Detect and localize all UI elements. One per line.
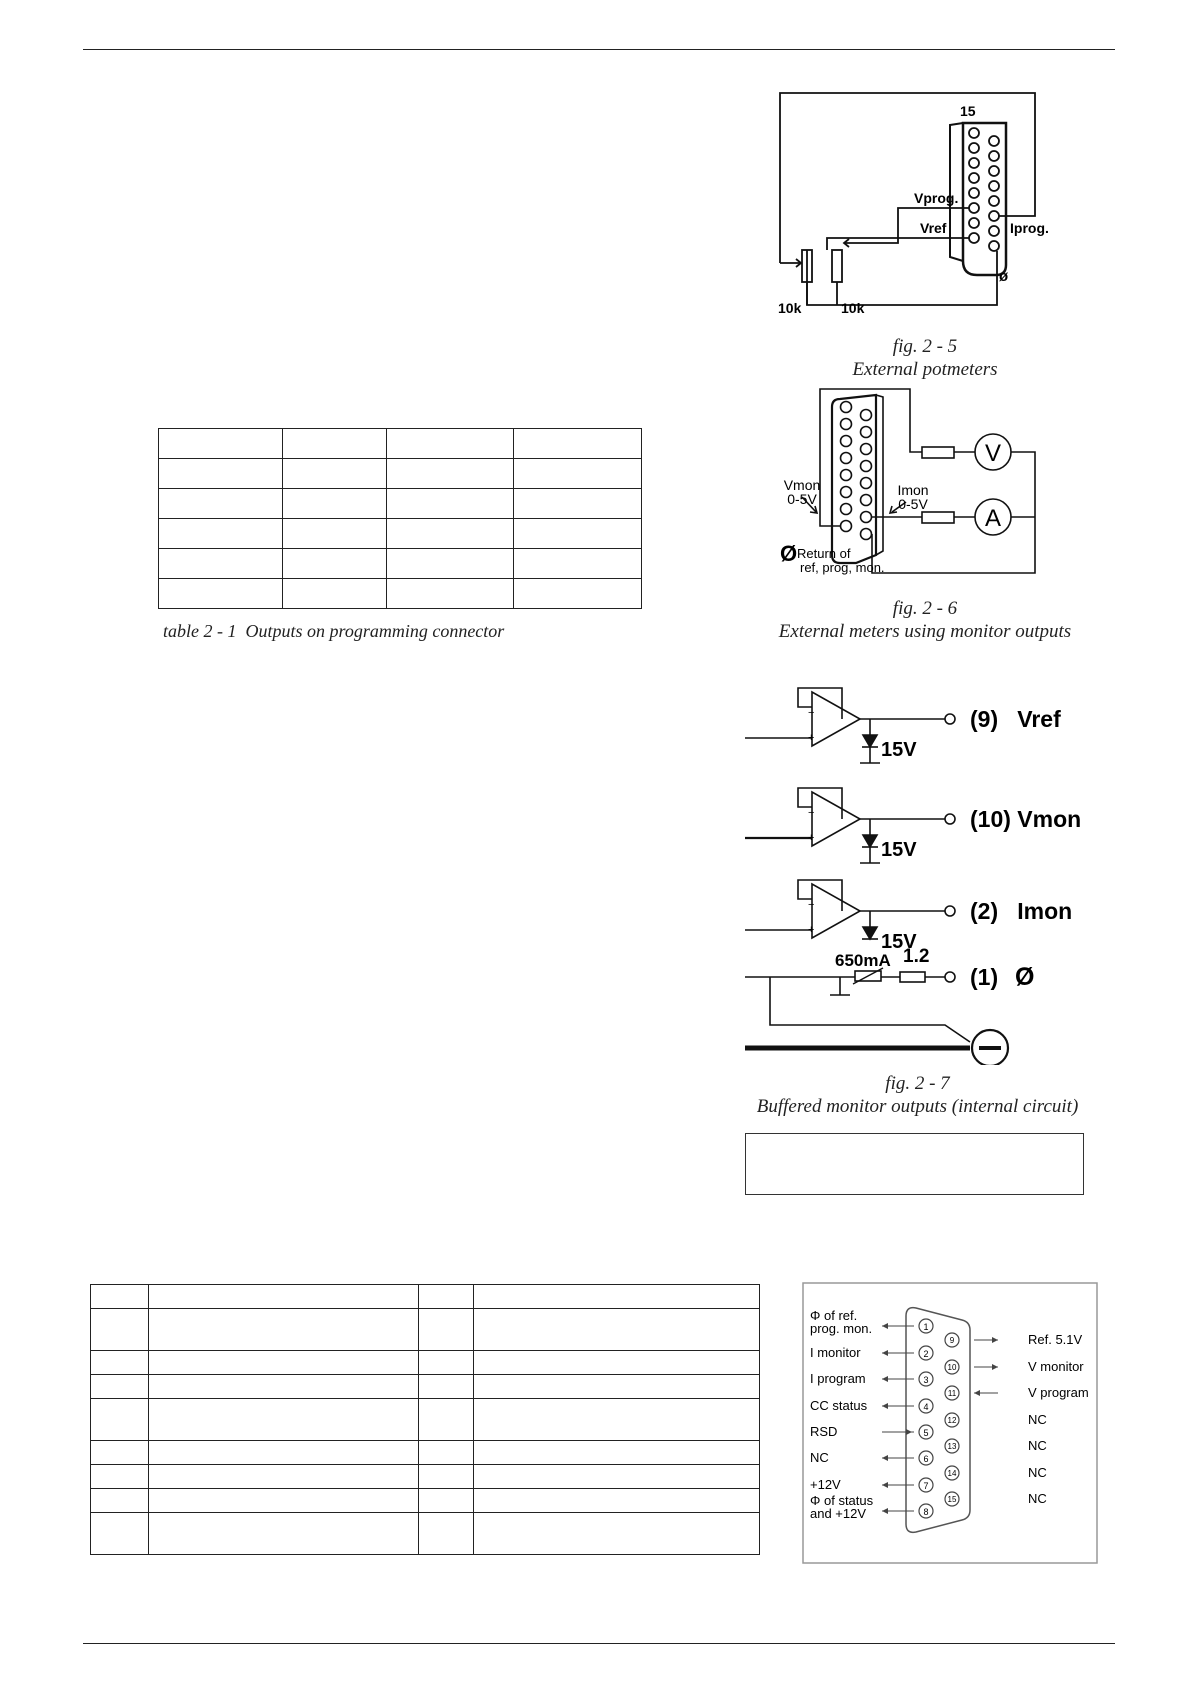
table-cell [148,1351,418,1375]
table-cell [159,519,283,549]
ground-output-label: (1) [970,964,999,990]
pin-number: 6 [923,1454,929,1464]
pin-arrow [882,1455,888,1461]
imon-range: 0-5V [898,496,928,512]
pin-label: Φ of ref. [810,1308,858,1323]
table-cell [148,1441,418,1465]
table-cell [418,1399,474,1441]
fig25-caption [760,335,1090,381]
pin-label: and +12V [810,1506,867,1521]
table-cell [91,1441,149,1465]
outputs-table [158,428,642,609]
table-cell [91,1285,149,1309]
pin-label: prog. mon. [810,1321,873,1336]
table-cell [514,549,642,579]
svg-text:−: − [808,899,815,911]
table-cell [474,1309,760,1351]
svg-text:+: + [808,924,815,936]
fig27-caption-number: fig. 2 - 7 [885,1073,950,1094]
table-cell [148,1309,418,1351]
table-cell [474,1375,760,1399]
table-cell [282,519,386,549]
fig25-caption-text: External potmeters [852,359,998,380]
note-box [745,1133,1084,1195]
table-cell [514,579,642,609]
pin-arrow [906,1429,912,1435]
table-cell [148,1375,418,1399]
table-cell [474,1351,760,1375]
table-cell [386,489,514,519]
table-cell [282,549,386,579]
table-cell [159,579,283,609]
external-meters-diagram [780,385,1070,585]
pin-label: I program [810,1371,866,1386]
fig26-caption [745,597,1105,643]
table-cell [514,459,642,489]
table-cell [418,1441,474,1465]
pin-number: 13 [947,1442,957,1451]
pin-arrow [882,1376,888,1382]
pin-label: CC status [810,1398,868,1413]
footer-rule [83,1643,1115,1644]
pin-number: 8 [923,1507,929,1517]
pin-label: NC [1028,1438,1047,1453]
vmon-range: 0-5V [787,491,817,507]
return-symbol: Ø [780,541,798,566]
table-cell [91,1513,149,1555]
table-cell [474,1399,760,1441]
pin-number: 7 [923,1481,929,1491]
return-label-2: ref, prog, mon. [800,560,885,575]
vprog-label: Vprog. [914,190,959,206]
pin-number: 14 [947,1469,957,1478]
pin-label: NC [810,1450,829,1465]
pin-label: NC [1028,1491,1047,1506]
zener-3-label: 15V [881,931,917,953]
fig26-caption-number: fig. 2 - 6 [892,598,958,619]
pin-label: Φ of status [810,1493,874,1508]
table-cell [159,549,283,579]
table-cell [91,1351,149,1375]
pin-label: NC [1028,1412,1047,1427]
vref-output-label: (9) Vref [970,706,1061,732]
pin-label: V program [1028,1385,1089,1400]
vref-label: Vref [920,220,947,236]
pot2-label: 10k [841,300,865,316]
return-label-1: Return of [797,546,851,561]
pin-number: 1 [923,1322,929,1332]
table-cell [282,459,386,489]
fig26-caption-text: External meters using monitor outputs [778,621,1072,642]
pin-number: 3 [923,1375,929,1385]
zener-2-label: 15V [881,839,917,861]
table-cell [418,1465,474,1489]
table-cell [474,1513,760,1555]
pin-arrow [882,1403,888,1409]
pin-arrow [992,1364,998,1370]
pin-arrow [882,1350,888,1356]
connector-pinout-diagram [802,1282,1098,1564]
fig25-caption-number: fig. 2 - 5 [892,336,958,357]
pin-assignment-table [90,1284,760,1555]
pin-number: 9 [949,1336,955,1345]
pin-label: Ref. 5.1V [1028,1332,1083,1347]
pin-label: RSD [810,1424,838,1439]
table21-caption: table 2 - 1 Outputs on programming connector [163,621,505,641]
pin-label: +12V [810,1477,841,1492]
pot1-label: 10k [778,300,802,316]
pin-number: 5 [923,1428,929,1438]
pin-number: 4 [923,1402,929,1412]
table-cell [282,429,386,459]
table-cell [418,1513,474,1555]
table-cell [148,1399,418,1441]
table-cell [148,1513,418,1555]
table-cell [418,1351,474,1375]
table-cell [474,1285,760,1309]
table-cell [418,1375,474,1399]
table-cell [282,489,386,519]
table-cell [514,489,642,519]
svg-text:+: + [808,832,815,844]
table-cell [282,579,386,609]
table-cell [474,1489,760,1513]
pin-arrow [882,1323,888,1329]
resistor-label: 1.2 [903,946,930,967]
table-cell [159,459,283,489]
table-cell [386,579,514,609]
table-cell [91,1375,149,1399]
table-cell [474,1465,760,1489]
ground-output-symbol: Ø [1015,963,1035,991]
table-cell [148,1465,418,1489]
table-cell [514,429,642,459]
table-cell [91,1309,149,1351]
vmon-output-label: (10) Vmon [970,806,1082,832]
table-cell [386,429,514,459]
table-cell [386,549,514,579]
pin-arrow [974,1390,980,1396]
pin-number: 2 [923,1349,929,1359]
svg-text:+: + [808,732,815,744]
pin-label: I monitor [810,1345,861,1360]
table-cell [148,1285,418,1309]
table-cell [91,1465,149,1489]
external-potmeters-diagram [770,85,1070,330]
pin-number: 11 [947,1389,957,1398]
pin-arrow [882,1508,888,1514]
pin-count-label: 15 [960,103,976,119]
table-cell [386,459,514,489]
table-cell [418,1285,474,1309]
ptc-fuse-label: 650mA [835,951,891,970]
pin-arrow [992,1337,998,1343]
table-cell [418,1309,474,1351]
buffered-monitor-diagram [745,680,1090,1065]
a-meter-symbol: A [984,505,1002,532]
table-cell [159,489,283,519]
table-cell [159,429,283,459]
fig27-caption-text: Buffered monitor outputs (internal circuit) [756,1096,1079,1117]
table-cell [386,519,514,549]
table-cell [474,1441,760,1465]
fig27-caption [735,1072,1100,1118]
v-meter-symbol: V [984,440,1002,467]
imon-label: Imon [897,482,929,498]
pin-number: 12 [947,1416,957,1425]
header-rule [83,49,1115,50]
table-cell [91,1399,149,1441]
zener-1-label: 15V [881,739,917,761]
iprog-label: Iprog. [1010,220,1049,236]
table-cell [514,519,642,549]
table-cell [91,1489,149,1513]
pin-number: 10 [947,1363,957,1372]
svg-text:−: − [808,707,815,719]
ground-label: ø [999,268,1009,285]
pin-arrow [882,1482,888,1488]
pin-label: NC [1028,1465,1047,1480]
vmon-label: Vmon [783,477,821,493]
pin-label: V monitor [1028,1359,1084,1374]
table-cell [418,1489,474,1513]
svg-text:−: − [808,807,815,819]
imon-output-label: (2) Imon [970,898,1073,924]
pin-number: 15 [947,1495,957,1504]
table-cell [148,1489,418,1513]
